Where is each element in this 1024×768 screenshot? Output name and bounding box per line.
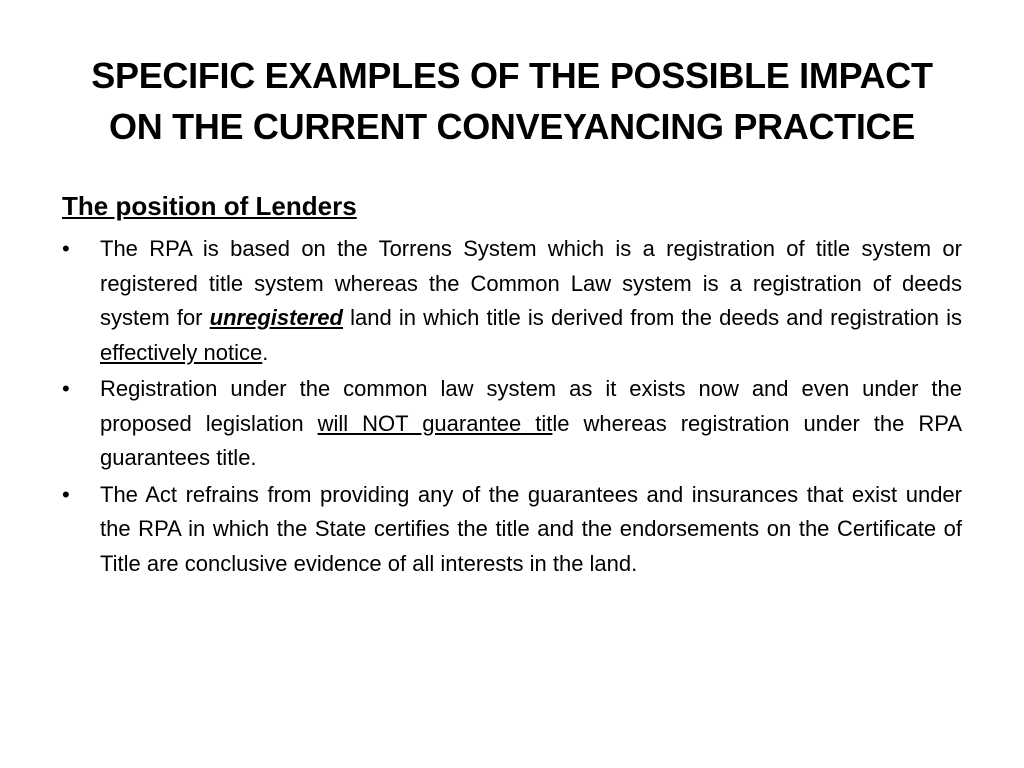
bullet-icon: • <box>62 236 70 261</box>
section-heading: The position of Lenders <box>62 191 357 221</box>
slide-title-line-1: SPECIFIC EXAMPLES OF THE POSSIBLE IMPACT <box>91 55 933 96</box>
bullet-1-emphasis: unregistered <box>209 305 343 330</box>
bullet-2-text: Registration under the common law system as it exists now and even under the proposed legislation <box>100 376 962 436</box>
bullet-1-text: The RPA is based on the Torrens System which is a registration of title system or registered title system whereas the Common Law system is a registration of deeds system for <box>100 236 962 330</box>
bullet-2-text-cont: le whereas registration under the RPA guarantees title. <box>100 410 962 470</box>
bullet-3-text: The Act refrains from providing any of the guarantees and insurances that exist under the RPA in which the State certifies the title and the endorsements on the Certificate of Title are conclusive evidence of all interests in the land. <box>100 481 962 576</box>
bullet-2-underlined: will NOT guarantee tit <box>317 410 553 436</box>
bullet-item-2 <box>62 372 962 476</box>
slide-title <box>60 50 964 152</box>
slide-title-line-2: ON THE CURRENT CONVEYANCING PRACTICE <box>109 106 915 147</box>
bullet-item-1 <box>62 232 962 370</box>
bullet-item-3 <box>62 478 962 582</box>
bullet-icon: • <box>62 376 70 401</box>
bullet-1-text-cont: land in which title is derived from the deeds and registration is <box>342 305 962 330</box>
bullet-icon: • <box>62 481 70 507</box>
slide-content <box>62 188 962 583</box>
bullet-1-text-end: . <box>262 339 269 365</box>
bullet-1-underlined: effectively notice <box>100 339 263 365</box>
bullet-list <box>62 232 962 581</box>
